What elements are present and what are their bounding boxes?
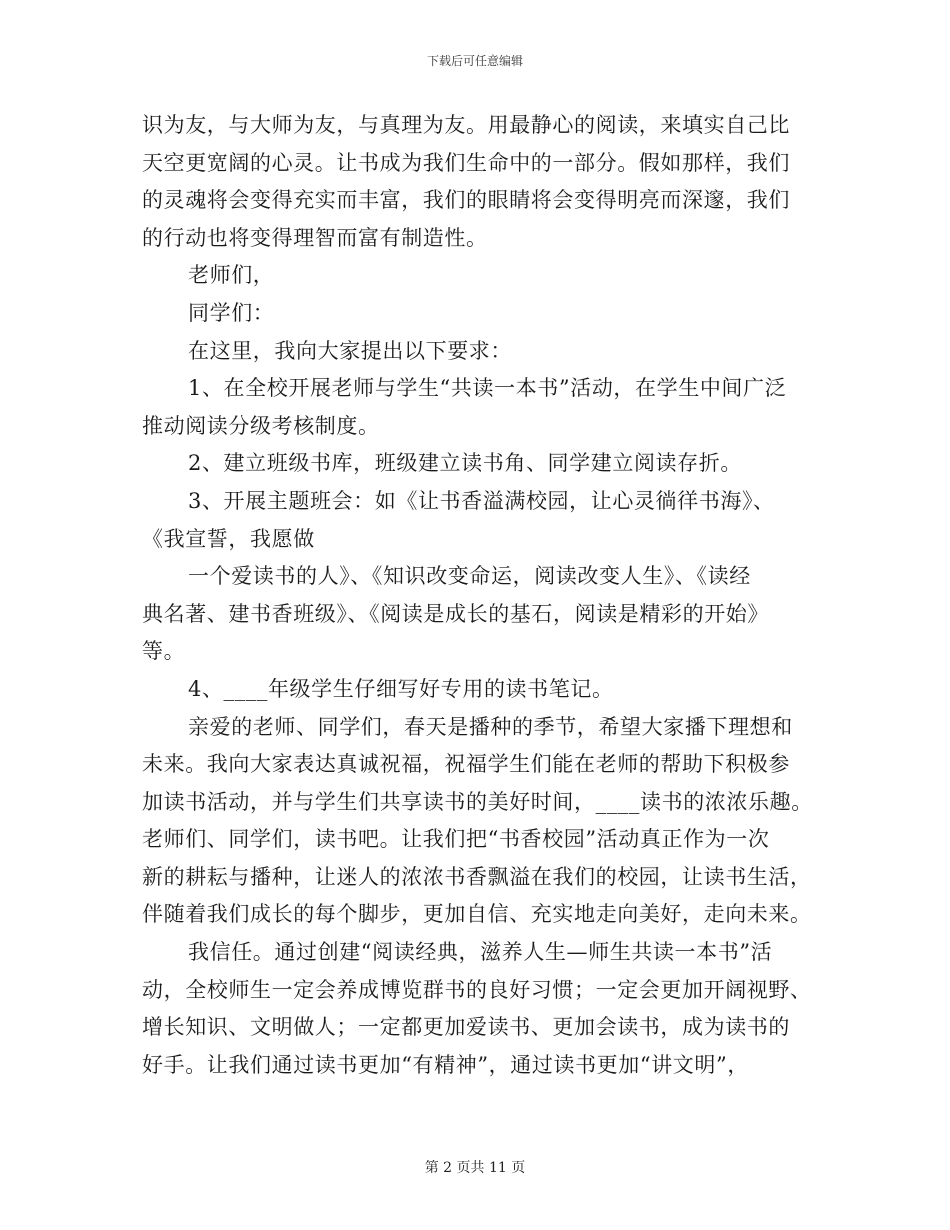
- page-footer: 第 2 页共 11 页: [424, 1160, 526, 1176]
- list-item-2: 2、建立班级书库，班级建立读书角、同学建立阅读存折。: [188, 451, 742, 476]
- text-line: 未来。我向大家表达真诚祝福，祝福学生们能在老师的帮助下积极参: [142, 752, 790, 777]
- text-line: 《我宣誓，我愿做: [142, 526, 315, 551]
- text-line: 的行动也将变得理智而富有制造性。: [142, 225, 488, 250]
- salutation-teachers: 老师们，: [188, 263, 275, 288]
- list-item-4: 4、____年级学生仔细写好专用的读书笔记。: [188, 676, 614, 701]
- text-line: 识为友，与大师为友，与真理为友。用最静心的阅读，来填实自己比: [142, 113, 790, 137]
- text-line: 的灵魂将会变得充实而丰富，我们的眼睛将会变得明亮而深邃，我们: [142, 188, 790, 213]
- text-line: 推动阅读分级考核制度。: [142, 413, 380, 438]
- page-header: 下载后可任意编辑: [426, 54, 523, 68]
- text-line: 增长知识、文明做人；一定都更加爱读书、更加会读书，成为读书的: [142, 1015, 790, 1040]
- document-body: [142, 107, 822, 1084]
- text-line: 新的耕耘与播种，让迷人的浓浓书香飘溢在我们的校园，让读书生活，: [142, 864, 812, 889]
- text-line: 动，全校师生一定会养成博览群书的良好习惯；一定会更加开阔视野、: [142, 977, 812, 1002]
- text-line: 亲爱的老师、同学们，春天是播种的季节，希望大家播下理想和: [188, 714, 793, 739]
- text-line: 等。: [142, 639, 186, 664]
- salutation-students: 同学们：: [188, 300, 275, 325]
- text-line: 在这里，我向大家提出以下要求：: [188, 338, 512, 363]
- text-line: 我信任。通过创建“阅读经典，滋养人生—师生共读一本书”活: [188, 940, 773, 965]
- text-line: 天空更宽阔的心灵。让书成为我们生命中的一部分。假如那样，我们: [142, 150, 790, 175]
- list-item-3: 3、开展主题班会：如《让书香溢满校园，让心灵徜徉书海》、: [188, 488, 775, 513]
- text-line: 伴随着我们成长的每个脚步，更加自信、充实地走向美好，走向未来。: [142, 902, 812, 927]
- text-line: 老师们、同学们，读书吧。让我们把“书香校园”活动真正作为一次: [142, 827, 770, 852]
- text-line: 典名著、建书香班级》、《阅读是成长的基石，阅读是精彩的开始》: [142, 601, 769, 626]
- text-line: 加读书活动，并与学生们共享读书的美好时间，____读书的浓浓乐趣。: [142, 789, 813, 814]
- list-item-1: 1、在全校开展老师与学生“共读一本书”活动，在学生中间广泛: [188, 376, 787, 401]
- text-line: 一个爱读书的人》、《知识改变命运，阅读改变人生》、《读经: [188, 564, 751, 589]
- text-line: 好手。让我们通过读书更加“有精神”，通过读书更加“讲文明”，: [142, 1052, 749, 1077]
